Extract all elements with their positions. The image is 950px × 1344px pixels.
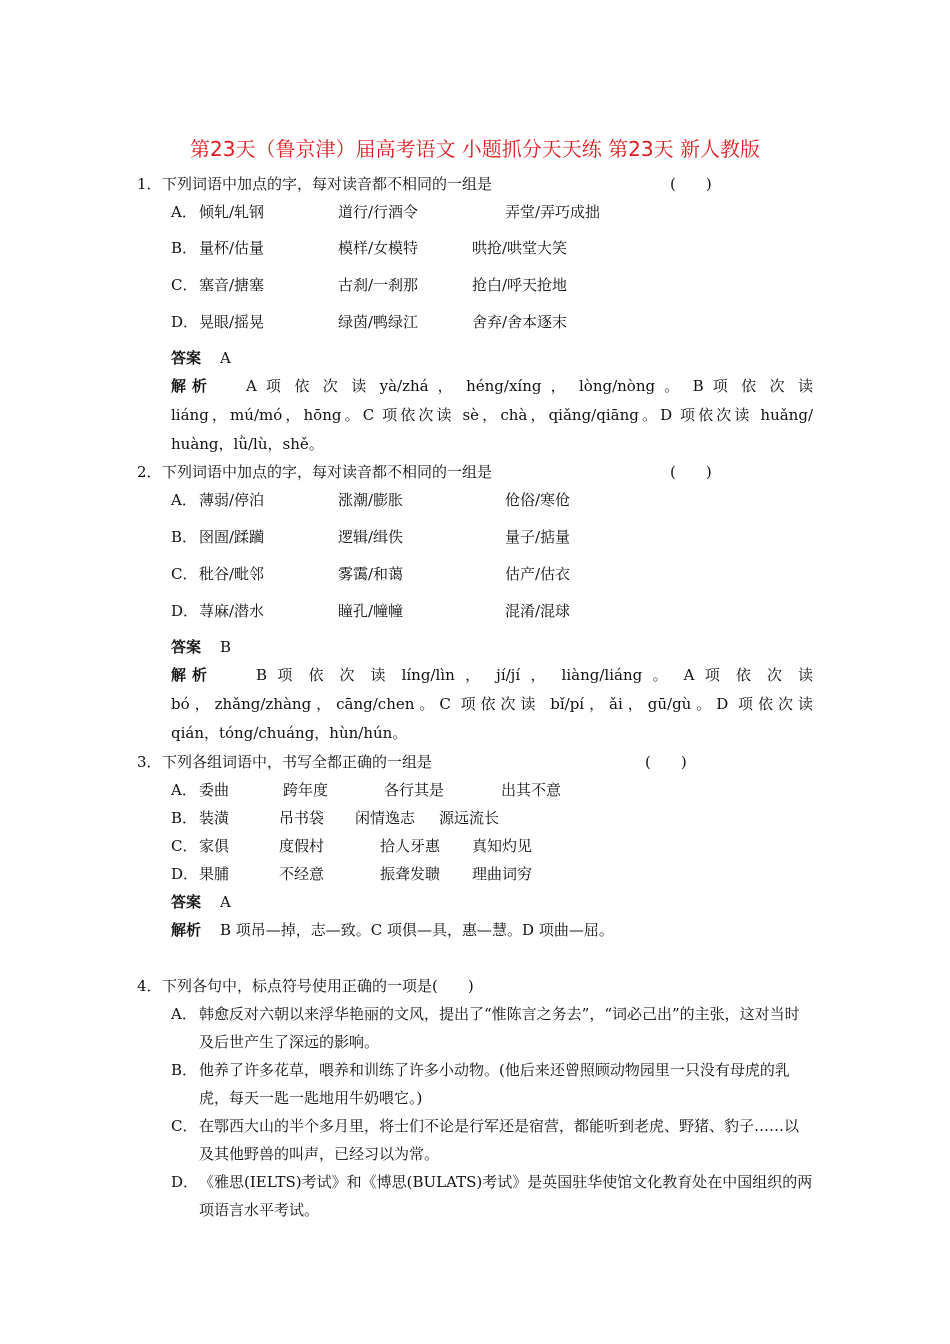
option-choice: 雾霭/和蔼: [338, 565, 404, 583]
option-word: 源远流长: [439, 809, 500, 827]
question-number: 2．: [137, 463, 162, 481]
option-word: 装潢: [199, 809, 230, 827]
option-choice: 混淆/混球: [505, 602, 571, 620]
option-word: 真知灼见: [472, 837, 533, 855]
option-word: 委曲: [199, 781, 230, 799]
option-letter: D．: [171, 1173, 199, 1191]
option-word: 度假村: [279, 837, 325, 855]
option-choice: 量杯/估量: [199, 239, 265, 257]
option-letter: B．: [171, 528, 198, 546]
option-choice: 绿茵/鸭绿江: [338, 313, 419, 331]
page-title: 第23天（鲁京津）届高考语文 小题抓分天天练 第23天 新人教版: [190, 137, 760, 161]
option-choice: 古刹/一刹那: [338, 276, 419, 294]
option-letter: D．: [171, 865, 199, 883]
analysis-text: B 项吊—掉，志—致。C 项俱—具，惠—慧。D 项曲—屈。: [220, 921, 614, 939]
analysis-text: B 项 依 次 读 líng/lìn ， jí/jí ， liàng/liáng 。 A 项 依 次 读: [256, 666, 813, 684]
option-choice: 抢白/呼天抢地: [472, 276, 568, 294]
option-word: 果脯: [199, 865, 230, 883]
option-choice: 逻辑/缉佚: [338, 528, 404, 546]
option-text: 《雅思(IELTS)考试》和《博思(BULATS)考试》是英国驻华使馆文化教育处在中国组织的两项语言水平考试。: [199, 1173, 813, 1219]
option-choice: 瞳孔/幢幢: [338, 602, 404, 620]
option-letter: C．: [171, 1117, 198, 1135]
option-choice: 道行/行酒令: [338, 203, 419, 221]
option-word: 振聋发聩: [380, 865, 441, 883]
option-letter: C．: [171, 837, 198, 855]
option-letter: C．: [171, 276, 198, 294]
analysis-text: A 项 依 次 读 yà/zhá ， héng/xíng ， lòng/nòng 。 B 项 依 次 读: [246, 377, 813, 395]
answer-value: A: [220, 349, 231, 367]
option-word: 理曲词穷: [472, 865, 533, 883]
option-choice: 量子/掂量: [505, 528, 571, 546]
answer-label: 答案: [171, 893, 202, 911]
option-word: 闲情逸志: [355, 809, 416, 827]
question-stem: 下列各句中，标点符号使用正确的一项是( ): [162, 977, 474, 995]
analysis-text: liáng，mú/mó，hōng。C 项依次读 sè，chà，qiǎng/qiāng。D 项依次读 huǎng/: [171, 406, 813, 424]
answer-parentheses: ( ): [670, 175, 712, 193]
analysis-text: qián，tóng/chuáng，hùn/hún。: [171, 724, 408, 742]
option-choice: 涨潮/膨胀: [338, 491, 404, 509]
analysis-label: 解析: [171, 921, 202, 939]
answer-parentheses: ( ): [670, 463, 712, 481]
option-word: 出其不意: [501, 781, 562, 799]
option-letter: C．: [171, 565, 198, 583]
option-letter: A．: [171, 203, 197, 221]
answer-value: A: [220, 893, 231, 911]
answer-label: 答案: [171, 349, 202, 367]
option-choice: 估产/估衣: [505, 565, 571, 583]
option-text: 韩愈反对六朝以来浮华艳丽的文风，提出了“惟陈言之务去”，“词必己出”的主张，这对当时及后世产生了深远的影响。: [199, 1005, 800, 1051]
option-word: 不经意: [279, 865, 325, 883]
question-number: 4．: [137, 977, 162, 995]
option-word: 家俱: [199, 837, 230, 855]
answer-value: B: [220, 638, 232, 656]
option-word: 跨年度: [283, 781, 329, 799]
question-number: 3．: [137, 753, 162, 771]
option-letter: D．: [171, 313, 199, 331]
option-choice: 晃眼/摇晃: [199, 313, 265, 331]
option-letter: A．: [171, 1005, 197, 1023]
option-choice: 秕谷/毗邻: [199, 565, 265, 583]
option-letter: A．: [171, 781, 197, 799]
option-choice: 哄抢/哄堂大笑: [472, 239, 568, 257]
option-letter: D．: [171, 602, 199, 620]
option-text: 他养了许多花草，喂养和训练了许多小动物。(他后来还曾照顾动物园里一只没有母虎的乳虎，每天一匙一匙地用牛奶喂它。): [199, 1061, 790, 1107]
question-stem: 下列词语中加点的字，每对读音都不相同的一组是: [162, 175, 493, 193]
question-stem: 下列各组词语中，书写全都正确的一组是: [162, 753, 433, 771]
option-word: 拾人牙惠: [380, 837, 441, 855]
analysis-text: bó，zhǎng/zhàng，cāng/chen。C 项依次读 bǐ/pí，ǎi，gū/gù。D 项依次读: [171, 695, 813, 713]
option-choice: 弄堂/弄巧成拙: [505, 203, 601, 221]
option-word: 吊书袋: [279, 809, 325, 827]
option-choice: 塞音/搪塞: [199, 276, 265, 294]
option-word: 各行其是: [384, 781, 445, 799]
question-number: 1．: [137, 175, 162, 193]
option-text: 在鄂西大山的半个多月里，将士们不论是行军还是宿营，都能听到老虎、野猪、豹子……以及其他野兽的叫声，已经习以为常。: [199, 1117, 800, 1163]
option-letter: B．: [171, 809, 198, 827]
question-stem: 下列词语中加点的字，每对读音都不相同的一组是: [162, 463, 493, 481]
option-letter: B．: [171, 239, 198, 257]
option-choice: 模样/女模特: [338, 239, 419, 257]
answer-label: 答案: [171, 638, 202, 656]
option-choice: 薄弱/停泊: [199, 491, 265, 509]
option-choice: 荨麻/潜水: [199, 602, 265, 620]
option-choice: 囹圄/蹂躏: [199, 528, 265, 546]
option-choice: 倾轧/轧钢: [199, 203, 265, 221]
option-letter: B．: [171, 1061, 198, 1079]
option-letter: A．: [171, 491, 197, 509]
answer-parentheses: ( ): [645, 753, 687, 771]
analysis-label: 解析: [171, 377, 214, 395]
option-choice: 伧俗/寒伧: [505, 491, 571, 509]
analysis-text: huàng，lǜ/lù，shě。: [171, 435, 324, 453]
analysis-label: 解析: [171, 666, 214, 684]
option-choice: 舍弃/舍本逐末: [472, 313, 568, 331]
